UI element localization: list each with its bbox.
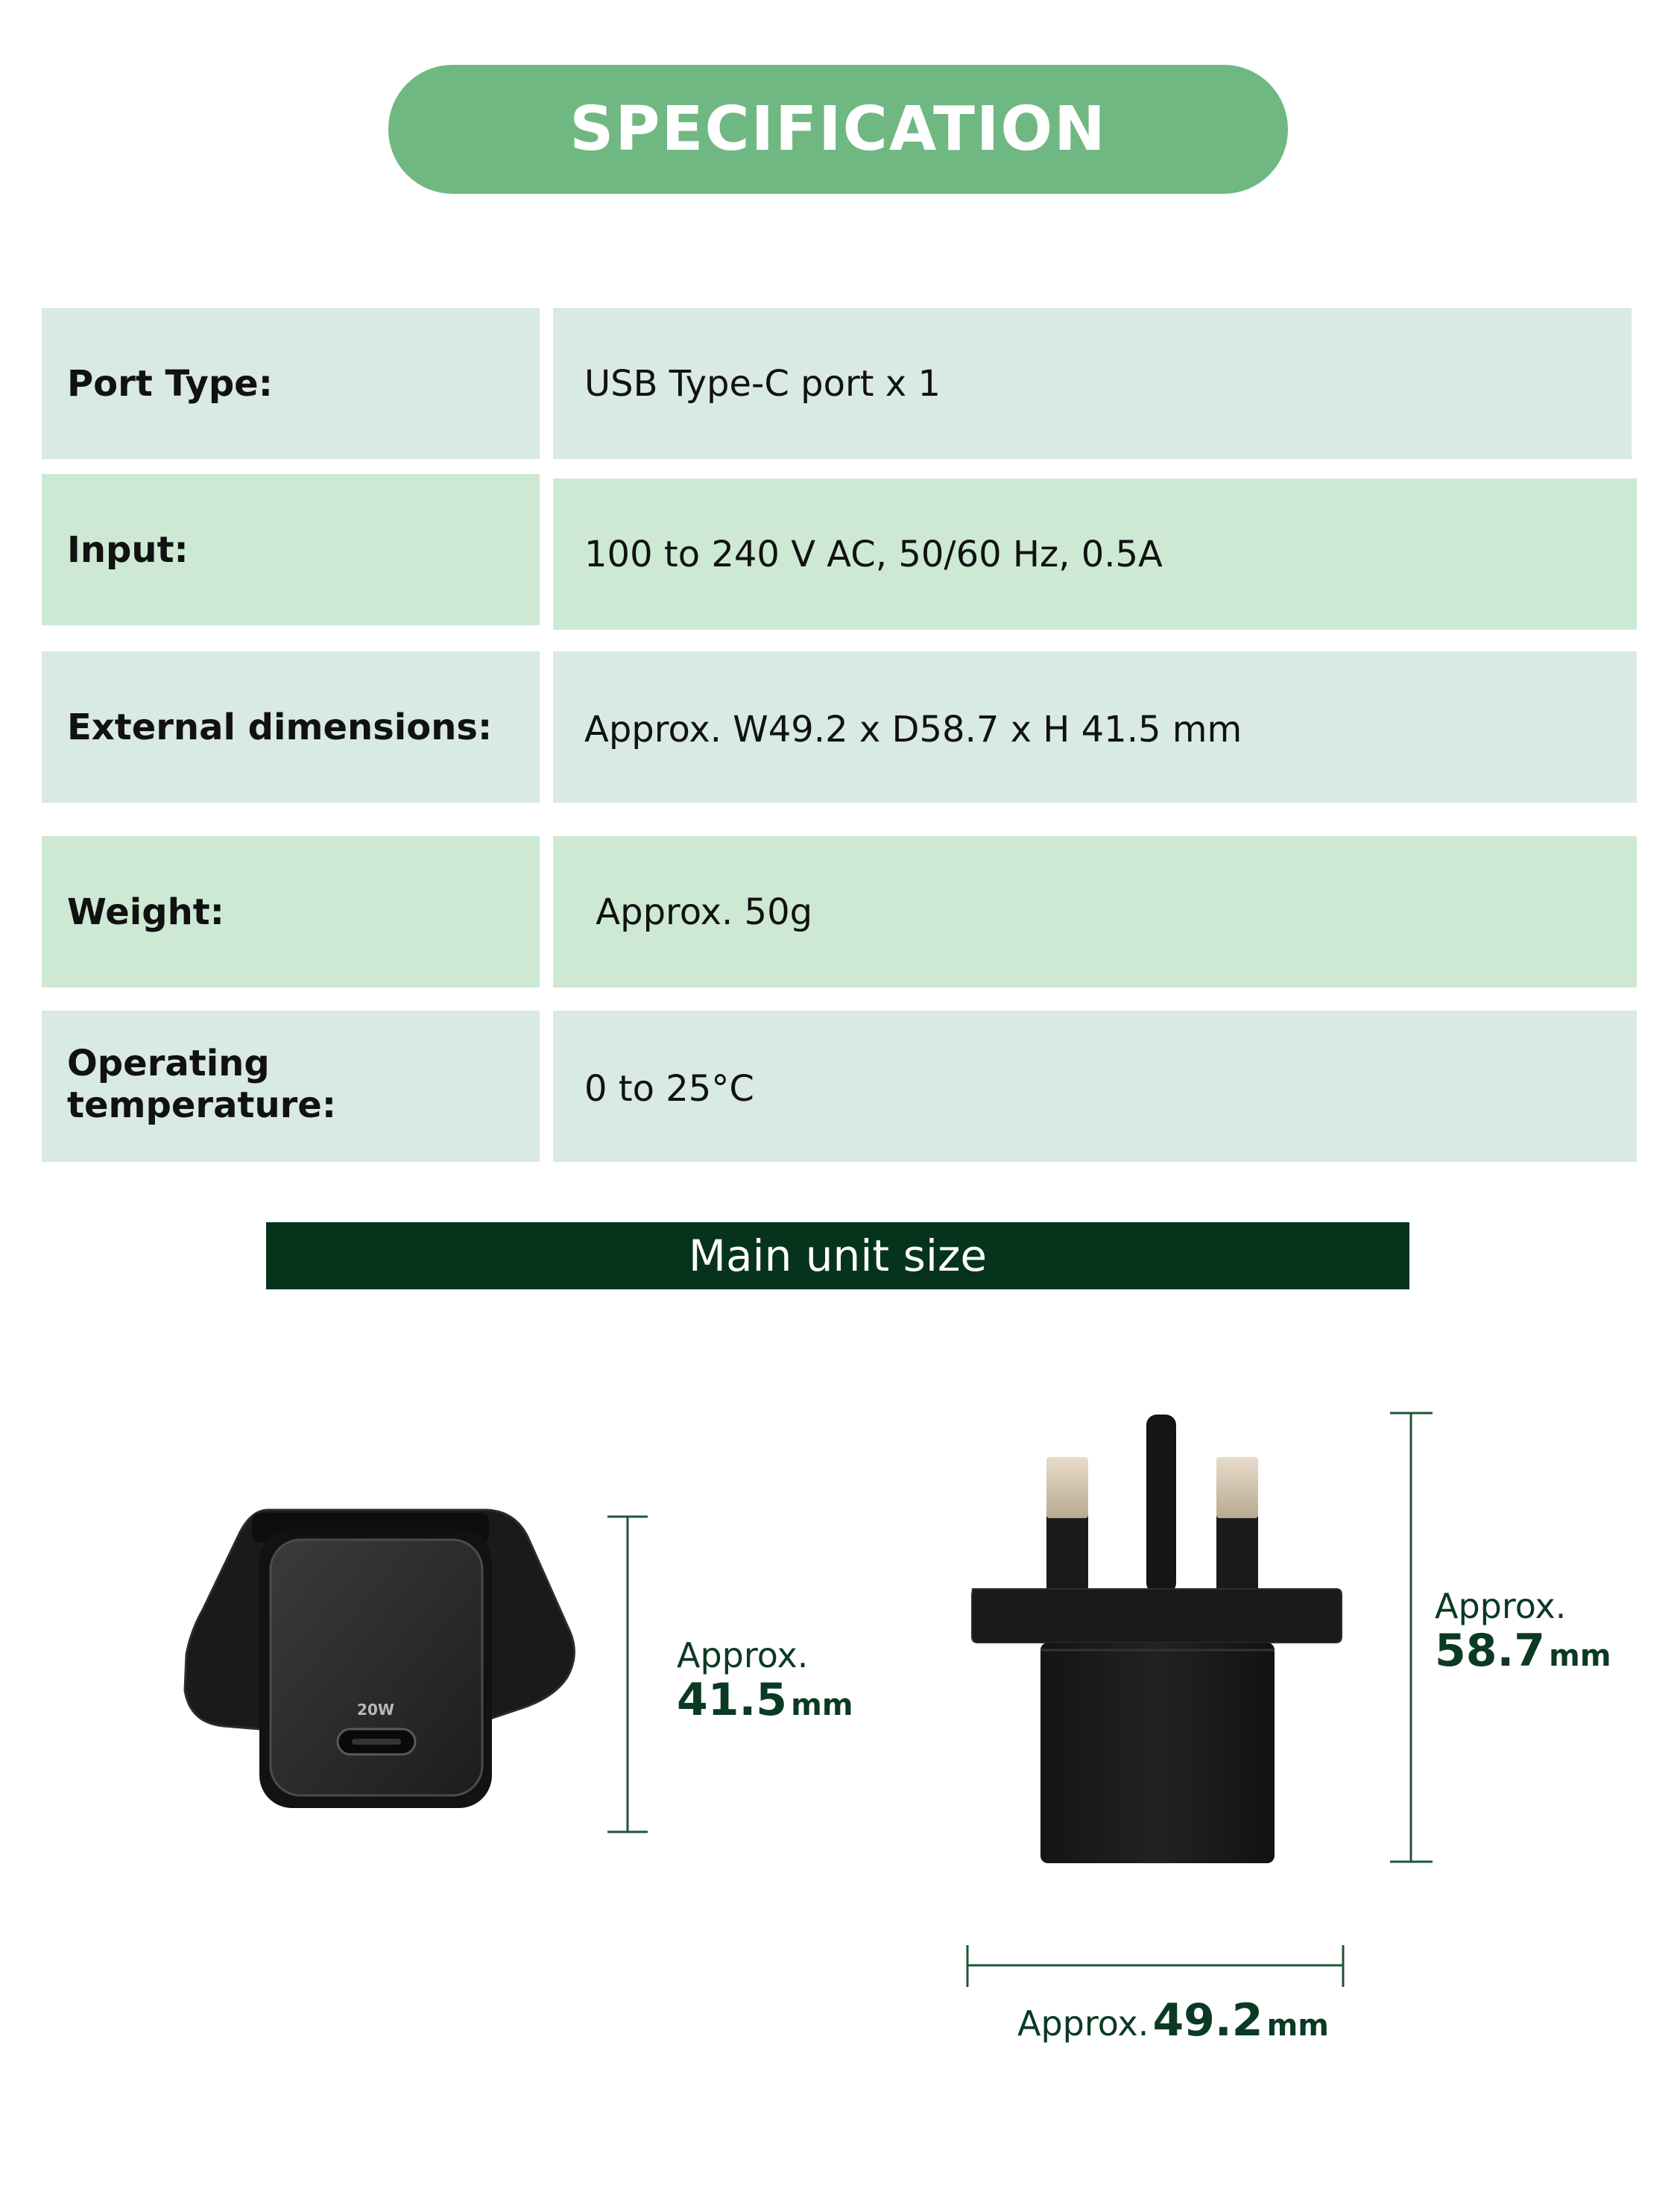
spec-label-external-dimensions: External dimensions: <box>42 651 540 803</box>
main-unit-size-title: Main unit size <box>688 1230 988 1281</box>
spec-value-external-dimensions: Approx. W49.2 x D58.7 x H 41.5 mm <box>553 651 1637 803</box>
side-height-label <box>1435 1587 1611 1676</box>
front-height-approx: Approx. <box>677 1635 809 1675</box>
spec-label-operating-temperature: Operating temperature: <box>42 1011 540 1162</box>
front-height-unit: mm <box>791 1687 853 1722</box>
charger-front-view <box>185 1510 574 1808</box>
side-height-value: 58.7 <box>1435 1624 1546 1677</box>
spec-label-weight: Weight: <box>42 836 540 987</box>
side-height-approx: Approx. <box>1435 1586 1567 1626</box>
charger-side-view <box>972 1415 1342 1863</box>
width-label <box>1017 1996 1329 2046</box>
width-approx: Approx. <box>1017 2003 1149 2044</box>
spec-value-weight: Approx. 50g <box>553 836 1637 987</box>
side-height-unit: mm <box>1549 1638 1611 1673</box>
front-height-label <box>677 1637 853 1725</box>
chip-20w-label: 20W <box>357 1701 394 1719</box>
width-dimension-line <box>967 1945 1343 1987</box>
width-value: 49.2 <box>1152 1994 1263 2047</box>
front-height-value: 41.5 <box>677 1673 788 1726</box>
spec-value-port-type: USB Type-C port x 1 <box>553 308 1632 459</box>
spec-label-input: Input: <box>42 474 540 625</box>
spec-value-operating-temperature: 0 to 25°C <box>553 1011 1637 1162</box>
spec-value-input: 100 to 240 V AC, 50/60 Hz, 0.5A <box>553 478 1637 630</box>
height-dimension-line-side <box>1390 1413 1433 1862</box>
width-unit: mm <box>1266 2009 1329 2043</box>
spec-label-port-type: Port Type: <box>42 308 540 459</box>
page-title: SPECIFICATION <box>569 94 1107 165</box>
height-dimension-line-front <box>607 1517 648 1832</box>
